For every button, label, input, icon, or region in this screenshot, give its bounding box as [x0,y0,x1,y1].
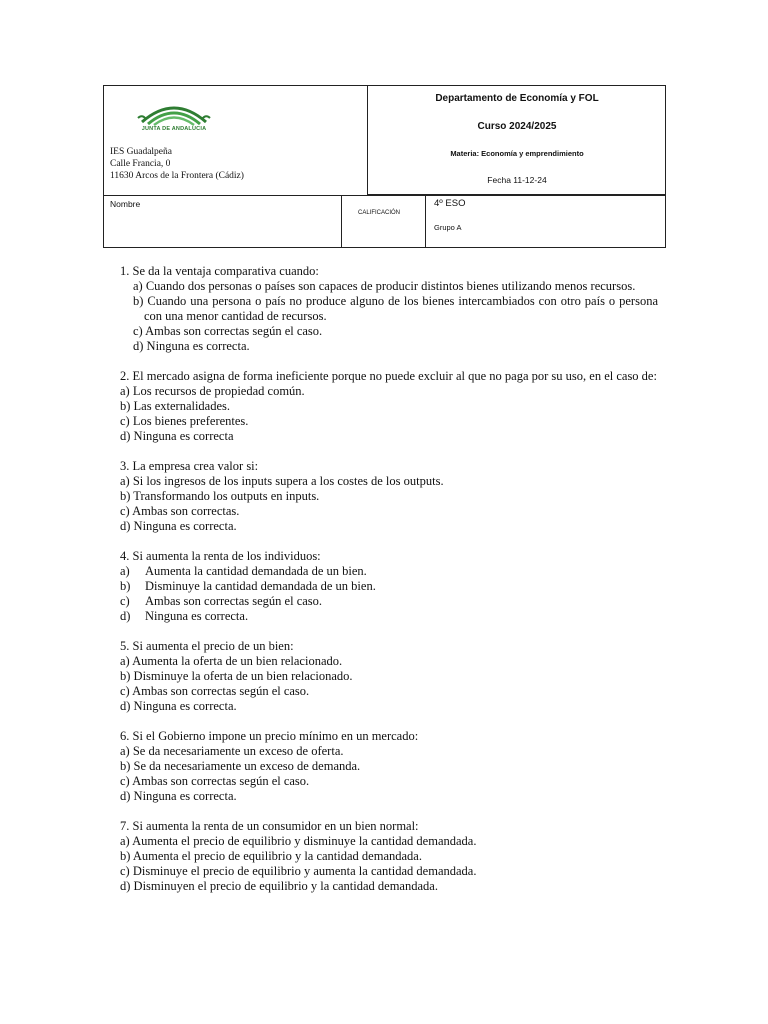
option-c: c) Ambas son correctas según el caso. [120,684,310,698]
option-d: d) Ninguna es correcta [120,429,234,443]
option-c: c) Ambas son correctas según el caso. [120,774,310,788]
option-a: a) Se da necesariamente un exceso de oferta. [120,744,344,758]
question-text: 3. La empresa crea valor si: [120,459,259,473]
question-6 [120,729,658,804]
question-5 [120,639,658,714]
question-text: 2. El mercado asigna de forma ineficiente porque no puede excluir al que no paga por su uso, en el caso de: [120,369,657,383]
option-c: c) Los bienes preferentes. [120,414,249,428]
group: Grupo A [434,223,462,232]
option-a: a) Cuando dos personas o países son capaces de producir distintos bienes utilizando menos recursos. [133,279,636,293]
option-text: Aumenta la cantidad demandada de un bien. [145,564,367,578]
question-list [120,264,658,909]
grade-label: CALIFICACIÓN [358,210,401,216]
school-cell [104,86,367,195]
option-b: b) Cuando una persona o país no produce alguno de los bienes intercambiados con otro país o persona con una menor cantidad de recursos. [133,294,658,323]
option-a [120,564,658,579]
question-text: 4. Si aumenta la renta de los individuos: [120,549,321,563]
name-cell[interactable] [104,195,342,248]
school-address [110,146,244,182]
option-d: d) Ninguna es correcta. [120,789,237,803]
question-text: 1. Se da la ventaja comparativa cuando: [120,264,319,278]
option-c: c) Ambas son correctas según el caso. [133,324,323,338]
option-a: a) Aumenta la oferta de un bien relacionado. [120,654,343,668]
option-c: c) Disminuye el precio de equilibrio y aumenta la cantidad demandada. [120,864,477,878]
option-b: b) Se da necesariamente un exceso de demanda. [120,759,361,773]
school-name: IES Guadalpeña [110,147,172,157]
option-b [120,579,658,594]
option-d: d) Ninguna es correcta. [133,339,250,353]
option-b: b) Disminuye la oferta de un bien relacionado. [120,669,353,683]
option-letter: b) [120,579,131,593]
option-d: d) Ninguna es correcta. [120,519,237,533]
option-a: a) Si los ingresos de los inputs supera a los costes de los outputs. [120,474,444,488]
option-d: d) Disminuyen el precio de equilibrio y la cantidad demandada. [120,879,438,893]
option-letter: c) [120,594,130,608]
option-b: b) Las externalidades. [120,399,231,413]
option-a: a) Aumenta el precio de equilibrio y disminuye la cantidad demandada. [120,834,477,848]
exam-header-table [103,85,666,248]
question-3 [120,459,658,534]
option-b: b) Aumenta el precio de equilibrio y la cantidad demandada. [120,849,422,863]
option-a: a) Los recursos de propiedad común. [120,384,305,398]
option-c [120,594,658,609]
logo-caption: JUNTA DE ANDALUCIA [141,126,207,132]
grade-cell[interactable] [342,195,426,248]
school-street: Calle Francia, 0 [110,159,171,169]
question-text: 7. Si aumenta la renta de un consumidor en un bien normal: [120,819,419,833]
course-year: Curso 2024/2025 [477,121,557,132]
question-1 [120,264,658,354]
option-text: Disminuye la cantidad demandada de un bien. [145,579,376,593]
question-text: 5. Si aumenta el precio de un bien: [120,639,294,653]
option-d: d) Ninguna es correcta. [120,699,237,713]
option-b: b) Transformando los outputs en inputs. [120,489,320,503]
subject: Materia: Economía y emprendimiento [450,149,584,158]
school-city: 11630 Arcos de la Frontera (Cádiz) [110,171,244,181]
option-d [120,609,658,624]
question-4 [120,549,658,624]
option-letter: a) [120,564,130,578]
name-label: Nombre [110,199,141,209]
option-c: c) Ambas son correctas. [120,504,240,518]
question-7 [120,819,658,894]
department-cell [367,85,666,195]
option-letter: d) [120,609,131,623]
option-text: Ninguna es correcta. [145,609,249,623]
department-title: Departamento de Economía y FOL [435,93,599,104]
level: 4º ESO [434,198,466,209]
question-text: 6. Si el Gobierno impone un precio mínimo en un mercado: [120,729,419,743]
question-2 [120,369,658,444]
level-group-cell [426,195,666,248]
option-text: Ambas son correctas según el caso. [145,594,323,608]
exam-date: Fecha 11-12-24 [487,175,547,185]
